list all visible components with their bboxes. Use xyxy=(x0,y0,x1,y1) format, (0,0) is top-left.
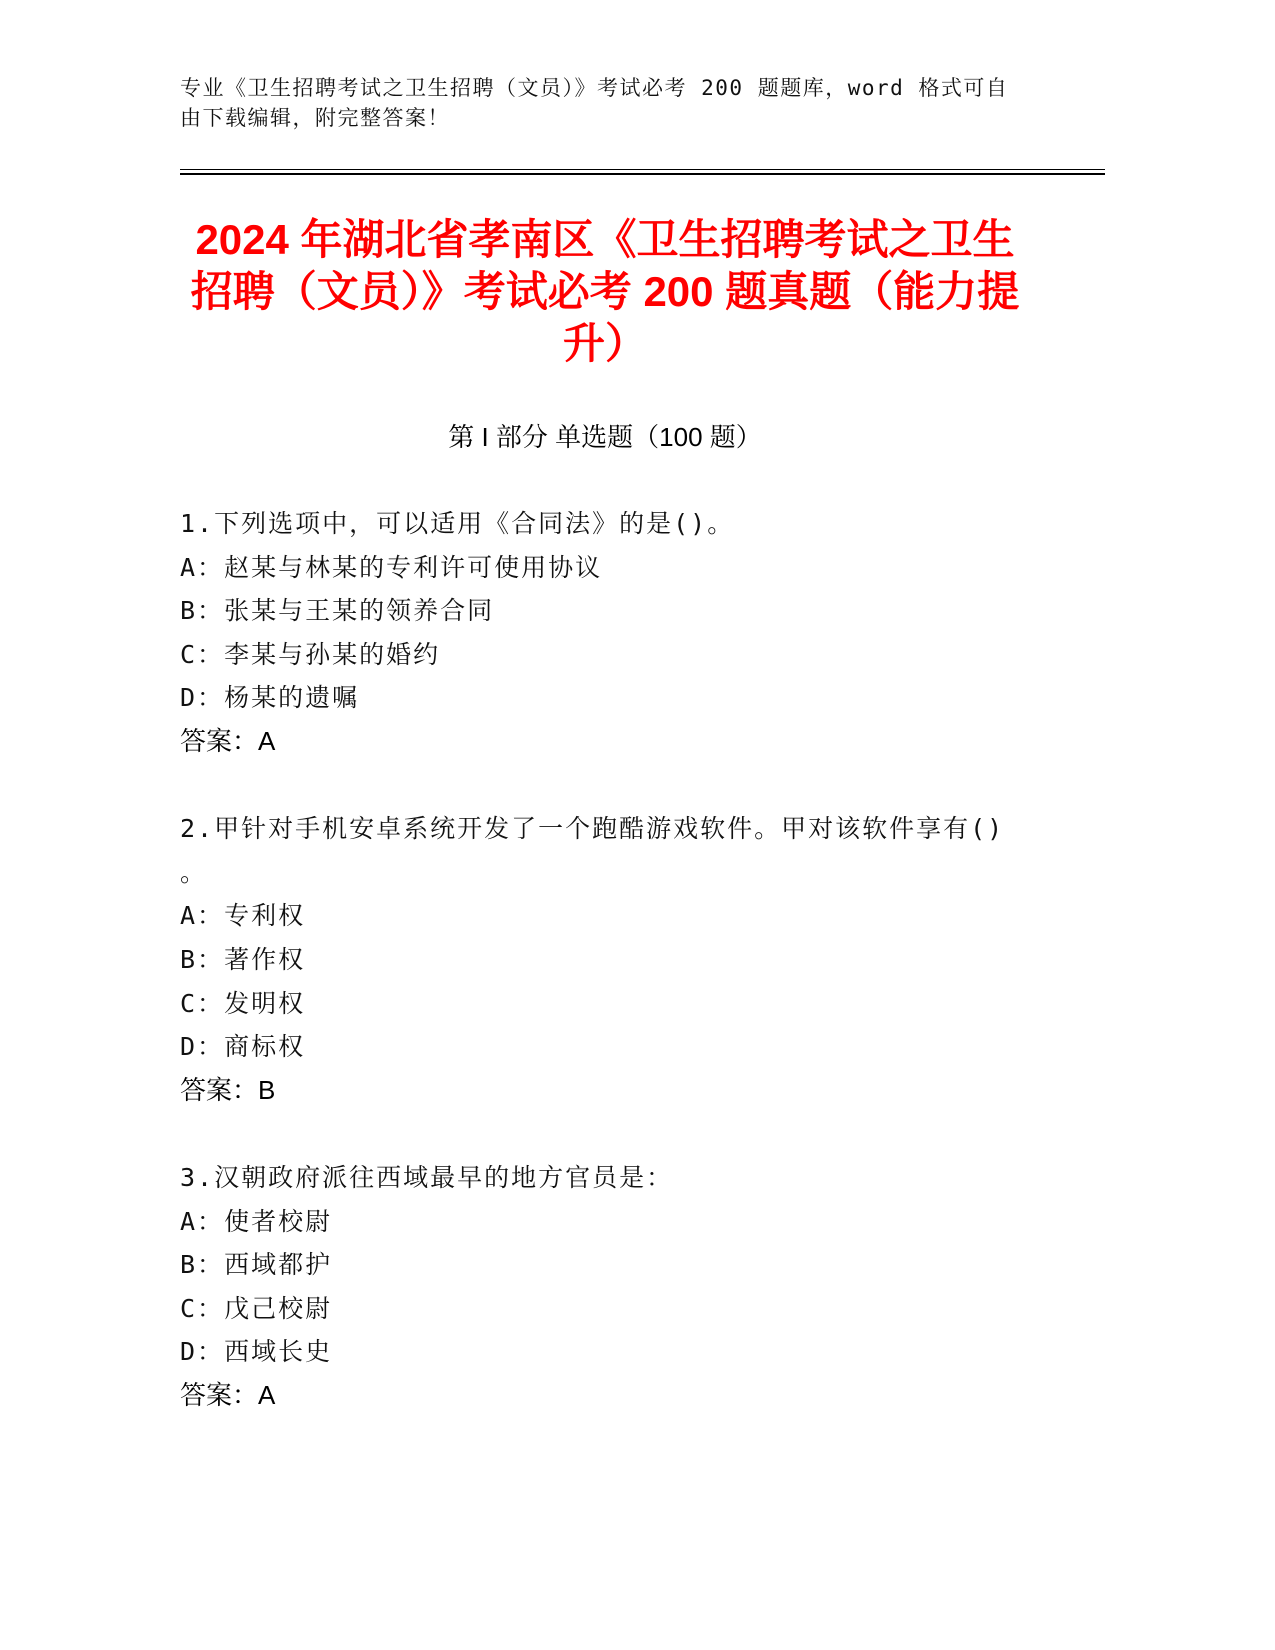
option-label: C： xyxy=(180,988,225,1018)
answer-value: A xyxy=(258,1379,276,1410)
question-stem: 2.甲针对手机安卓系统开发了一个跑酷游戏软件。甲对该软件享有()。 xyxy=(180,814,1005,887)
option-label: C： xyxy=(180,639,225,669)
option-text: 西域长史 xyxy=(224,1337,333,1367)
option-d xyxy=(180,1330,1020,1374)
option-b xyxy=(180,938,1020,982)
header-double-rule xyxy=(180,169,1105,175)
answer-value: A xyxy=(258,725,276,756)
option-label: D： xyxy=(180,1032,225,1062)
option-d xyxy=(180,676,1020,720)
question-2 xyxy=(180,807,1020,1112)
header-intro-text: 专业《卫生招聘考试之卫生招聘（文员）》考试必考 200 题题库，word 格式可自由下载编辑，附完整答案！ xyxy=(180,76,1009,130)
option-label: A： xyxy=(180,901,225,931)
option-c xyxy=(180,633,1020,677)
option-c xyxy=(180,982,1020,1026)
option-label: A： xyxy=(180,1206,225,1236)
option-text: 著作权 xyxy=(224,944,306,974)
question-1 xyxy=(180,502,1020,764)
option-text: 杨某的遗嘱 xyxy=(224,683,360,713)
option-label: D： xyxy=(180,683,225,713)
question-stem: 1.下列选项中，可以适用《合同法》的是()。 xyxy=(180,509,735,538)
answer-line xyxy=(180,1069,1020,1113)
option-text: 专利权 xyxy=(224,901,306,931)
option-text: 李某与孙某的婚约 xyxy=(224,639,441,669)
option-text: 发明权 xyxy=(224,988,306,1018)
option-label: B： xyxy=(180,596,225,626)
option-b xyxy=(180,589,1020,633)
answer-label: 答案： xyxy=(180,725,259,756)
option-a xyxy=(180,894,1020,938)
answer-value: B xyxy=(258,1074,276,1105)
option-d xyxy=(180,1025,1020,1069)
answer-line xyxy=(180,1374,1020,1418)
option-text: 商标权 xyxy=(224,1032,306,1062)
option-text: 戊己校尉 xyxy=(224,1293,333,1323)
option-a xyxy=(180,546,1020,590)
question-list xyxy=(180,502,1020,1461)
option-text: 赵某与林某的专利许可使用协议 xyxy=(224,552,603,582)
option-text: 使者校尉 xyxy=(224,1206,333,1236)
option-a xyxy=(180,1200,1020,1244)
question-3 xyxy=(180,1156,1020,1418)
option-text: 西域都护 xyxy=(224,1250,333,1280)
option-label: B： xyxy=(180,944,225,974)
answer-line xyxy=(180,720,1020,764)
question-stem: 3.汉朝政府派往西域最早的地方官员是： xyxy=(180,1162,674,1192)
option-text: 张某与王某的领养合同 xyxy=(224,596,495,626)
answer-label: 答案： xyxy=(180,1074,259,1105)
section-heading: 第 I 部分 单选题（100 题） xyxy=(448,422,762,452)
option-label: A： xyxy=(180,552,225,582)
option-c xyxy=(180,1287,1020,1331)
answer-label: 答案： xyxy=(180,1379,259,1410)
document-title: 2024 年湖北省孝南区《卫生招聘考试之卫生招聘（文员）》考试必考 200 题真题（能力提升） xyxy=(190,216,1020,367)
option-label: C： xyxy=(180,1293,225,1323)
option-b xyxy=(180,1243,1020,1287)
option-label: D： xyxy=(180,1337,225,1367)
option-label: B： xyxy=(180,1250,225,1280)
